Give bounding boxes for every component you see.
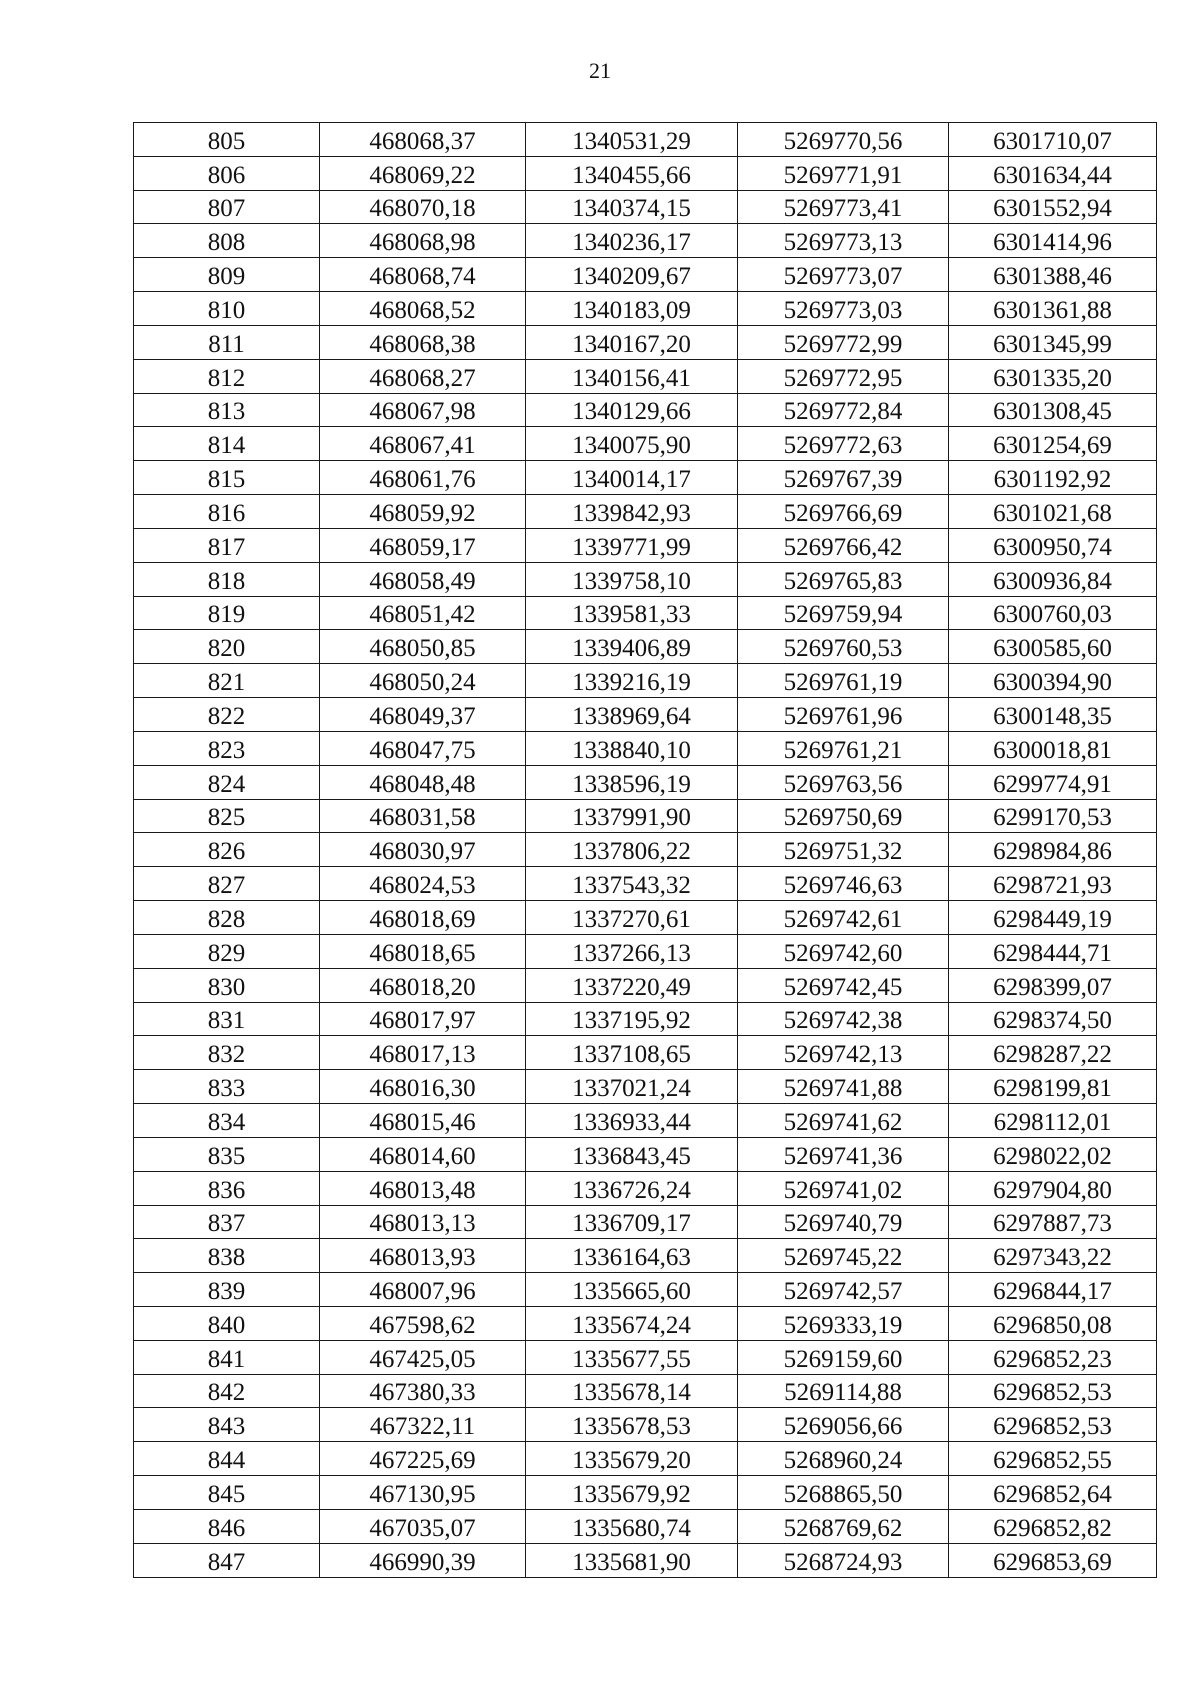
point-number-cell: 818 bbox=[134, 562, 320, 596]
point-number-cell: 827 bbox=[134, 867, 320, 901]
coord-a-cell: 468069,22 bbox=[320, 156, 526, 190]
coord-a-cell: 468059,92 bbox=[320, 495, 526, 529]
coord-a-cell: 468018,20 bbox=[320, 968, 526, 1002]
coord-a-cell: 468068,74 bbox=[320, 258, 526, 292]
coord-a-cell: 468018,65 bbox=[320, 934, 526, 968]
coord-c-cell: 5269760,53 bbox=[738, 630, 949, 664]
coord-a-cell: 468047,75 bbox=[320, 731, 526, 765]
coord-a-cell: 467130,95 bbox=[320, 1476, 526, 1510]
point-number-cell: 808 bbox=[134, 224, 320, 258]
coord-d-cell: 6300760,03 bbox=[949, 596, 1157, 630]
coord-a-cell: 466990,39 bbox=[320, 1543, 526, 1577]
coord-b-cell: 1336164,63 bbox=[526, 1239, 738, 1273]
coord-b-cell: 1336709,17 bbox=[526, 1205, 738, 1239]
coord-c-cell: 5269773,03 bbox=[738, 292, 949, 326]
table-row bbox=[134, 968, 1157, 1002]
coord-b-cell: 1340531,29 bbox=[526, 123, 738, 157]
coord-c-cell: 5269742,61 bbox=[738, 901, 949, 935]
coord-b-cell: 1339216,19 bbox=[526, 664, 738, 698]
point-number-cell: 831 bbox=[134, 1002, 320, 1036]
coord-a-cell: 468016,30 bbox=[320, 1070, 526, 1104]
point-number-cell: 829 bbox=[134, 934, 320, 968]
coord-d-cell: 6298199,81 bbox=[949, 1070, 1157, 1104]
coord-b-cell: 1340167,20 bbox=[526, 325, 738, 359]
coord-b-cell: 1340374,15 bbox=[526, 190, 738, 224]
coord-d-cell: 6298022,02 bbox=[949, 1137, 1157, 1171]
coord-a-cell: 468068,38 bbox=[320, 325, 526, 359]
coord-d-cell: 6296852,55 bbox=[949, 1442, 1157, 1476]
point-number-cell: 837 bbox=[134, 1205, 320, 1239]
table-row bbox=[134, 190, 1157, 224]
coord-b-cell: 1337220,49 bbox=[526, 968, 738, 1002]
point-number-cell: 823 bbox=[134, 731, 320, 765]
point-number-cell: 811 bbox=[134, 325, 320, 359]
coord-c-cell: 5269765,83 bbox=[738, 562, 949, 596]
table-row bbox=[134, 1205, 1157, 1239]
point-number-cell: 838 bbox=[134, 1239, 320, 1273]
coord-d-cell: 6298444,71 bbox=[949, 934, 1157, 968]
coord-c-cell: 5269745,22 bbox=[738, 1239, 949, 1273]
point-number-cell: 832 bbox=[134, 1036, 320, 1070]
table-row bbox=[134, 1171, 1157, 1205]
coord-b-cell: 1340236,17 bbox=[526, 224, 738, 258]
coord-a-cell: 468050,24 bbox=[320, 664, 526, 698]
point-number-cell: 814 bbox=[134, 427, 320, 461]
coord-d-cell: 6301552,94 bbox=[949, 190, 1157, 224]
coord-b-cell: 1337266,13 bbox=[526, 934, 738, 968]
point-number-cell: 843 bbox=[134, 1408, 320, 1442]
table-row bbox=[134, 1002, 1157, 1036]
coord-d-cell: 6298449,19 bbox=[949, 901, 1157, 935]
coord-b-cell: 1339842,93 bbox=[526, 495, 738, 529]
coord-a-cell: 467225,69 bbox=[320, 1442, 526, 1476]
coord-a-cell: 468015,46 bbox=[320, 1104, 526, 1138]
point-number-cell: 809 bbox=[134, 258, 320, 292]
coord-a-cell: 468068,98 bbox=[320, 224, 526, 258]
coord-b-cell: 1340014,17 bbox=[526, 461, 738, 495]
coord-d-cell: 6301335,20 bbox=[949, 359, 1157, 393]
table-row bbox=[134, 867, 1157, 901]
coord-d-cell: 6296852,23 bbox=[949, 1340, 1157, 1374]
table-row bbox=[134, 664, 1157, 698]
table-row bbox=[134, 292, 1157, 326]
point-number-cell: 824 bbox=[134, 765, 320, 799]
coord-b-cell: 1340455,66 bbox=[526, 156, 738, 190]
coord-c-cell: 5269114,88 bbox=[738, 1374, 949, 1408]
coord-a-cell: 468068,37 bbox=[320, 123, 526, 157]
coord-b-cell: 1339581,33 bbox=[526, 596, 738, 630]
coord-d-cell: 6299170,53 bbox=[949, 799, 1157, 833]
coord-c-cell: 5269766,42 bbox=[738, 528, 949, 562]
coord-a-cell: 468030,97 bbox=[320, 833, 526, 867]
coord-c-cell: 5269741,62 bbox=[738, 1104, 949, 1138]
coord-c-cell: 5269742,45 bbox=[738, 968, 949, 1002]
point-number-cell: 830 bbox=[134, 968, 320, 1002]
coord-c-cell: 5269772,63 bbox=[738, 427, 949, 461]
coord-d-cell: 6297343,22 bbox=[949, 1239, 1157, 1273]
table-row bbox=[134, 359, 1157, 393]
coord-b-cell: 1336726,24 bbox=[526, 1171, 738, 1205]
coord-c-cell: 5269741,88 bbox=[738, 1070, 949, 1104]
coord-a-cell: 468024,53 bbox=[320, 867, 526, 901]
table-row bbox=[134, 934, 1157, 968]
coordinates-table-body bbox=[134, 123, 1157, 1578]
coord-b-cell: 1340129,66 bbox=[526, 393, 738, 427]
coord-d-cell: 6296844,17 bbox=[949, 1273, 1157, 1307]
coord-c-cell: 5269740,79 bbox=[738, 1205, 949, 1239]
coordinates-table bbox=[133, 122, 1157, 1578]
coord-b-cell: 1339771,99 bbox=[526, 528, 738, 562]
coord-d-cell: 6296852,82 bbox=[949, 1509, 1157, 1543]
table-row bbox=[134, 901, 1157, 935]
point-number-cell: 844 bbox=[134, 1442, 320, 1476]
coord-c-cell: 5269751,32 bbox=[738, 833, 949, 867]
point-number-cell: 807 bbox=[134, 190, 320, 224]
coord-c-cell: 5269741,36 bbox=[738, 1137, 949, 1171]
table-row bbox=[134, 1306, 1157, 1340]
point-number-cell: 820 bbox=[134, 630, 320, 664]
coord-b-cell: 1338840,10 bbox=[526, 731, 738, 765]
coord-c-cell: 5269333,19 bbox=[738, 1306, 949, 1340]
table-row bbox=[134, 833, 1157, 867]
coord-c-cell: 5269741,02 bbox=[738, 1171, 949, 1205]
coord-b-cell: 1340183,09 bbox=[526, 292, 738, 326]
coord-c-cell: 5268960,24 bbox=[738, 1442, 949, 1476]
coord-c-cell: 5269772,99 bbox=[738, 325, 949, 359]
table-row bbox=[134, 1137, 1157, 1171]
coord-c-cell: 5269763,56 bbox=[738, 765, 949, 799]
coord-d-cell: 6301634,44 bbox=[949, 156, 1157, 190]
point-number-cell: 845 bbox=[134, 1476, 320, 1510]
coord-d-cell: 6301021,68 bbox=[949, 495, 1157, 529]
coord-b-cell: 1337108,65 bbox=[526, 1036, 738, 1070]
point-number-cell: 822 bbox=[134, 698, 320, 732]
coord-a-cell: 467425,05 bbox=[320, 1340, 526, 1374]
table-row bbox=[134, 562, 1157, 596]
coord-a-cell: 468017,13 bbox=[320, 1036, 526, 1070]
coord-c-cell: 5269761,96 bbox=[738, 698, 949, 732]
coord-d-cell: 6300394,90 bbox=[949, 664, 1157, 698]
coord-a-cell: 468049,37 bbox=[320, 698, 526, 732]
coord-c-cell: 5269742,57 bbox=[738, 1273, 949, 1307]
point-number-cell: 839 bbox=[134, 1273, 320, 1307]
point-number-cell: 833 bbox=[134, 1070, 320, 1104]
point-number-cell: 815 bbox=[134, 461, 320, 495]
coord-b-cell: 1338596,19 bbox=[526, 765, 738, 799]
coord-b-cell: 1340075,90 bbox=[526, 427, 738, 461]
coord-c-cell: 5269773,41 bbox=[738, 190, 949, 224]
coord-b-cell: 1337806,22 bbox=[526, 833, 738, 867]
point-number-cell: 834 bbox=[134, 1104, 320, 1138]
table-row bbox=[134, 258, 1157, 292]
coord-b-cell: 1335679,92 bbox=[526, 1476, 738, 1510]
coord-c-cell: 5269772,95 bbox=[738, 359, 949, 393]
table-row bbox=[134, 1442, 1157, 1476]
coord-d-cell: 6301361,88 bbox=[949, 292, 1157, 326]
coord-d-cell: 6296852,64 bbox=[949, 1476, 1157, 1510]
table-row bbox=[134, 799, 1157, 833]
coord-a-cell: 468070,18 bbox=[320, 190, 526, 224]
table-row bbox=[134, 1509, 1157, 1543]
coord-b-cell: 1337270,61 bbox=[526, 901, 738, 935]
coord-a-cell: 468068,52 bbox=[320, 292, 526, 326]
table-row bbox=[134, 731, 1157, 765]
coord-a-cell: 468013,13 bbox=[320, 1205, 526, 1239]
coord-c-cell: 5269750,69 bbox=[738, 799, 949, 833]
coord-a-cell: 468014,60 bbox=[320, 1137, 526, 1171]
table-row bbox=[134, 596, 1157, 630]
coord-b-cell: 1336933,44 bbox=[526, 1104, 738, 1138]
table-row bbox=[134, 698, 1157, 732]
point-number-cell: 805 bbox=[134, 123, 320, 157]
coord-d-cell: 6298374,50 bbox=[949, 1002, 1157, 1036]
coord-b-cell: 1335680,74 bbox=[526, 1509, 738, 1543]
coord-b-cell: 1335677,55 bbox=[526, 1340, 738, 1374]
coord-c-cell: 5269742,60 bbox=[738, 934, 949, 968]
coord-a-cell: 468050,85 bbox=[320, 630, 526, 664]
coord-c-cell: 5269746,63 bbox=[738, 867, 949, 901]
point-number-cell: 821 bbox=[134, 664, 320, 698]
coord-c-cell: 5269771,91 bbox=[738, 156, 949, 190]
coord-d-cell: 6300148,35 bbox=[949, 698, 1157, 732]
coord-c-cell: 5268865,50 bbox=[738, 1476, 949, 1510]
point-number-cell: 819 bbox=[134, 596, 320, 630]
point-number-cell: 846 bbox=[134, 1509, 320, 1543]
coord-c-cell: 5269773,13 bbox=[738, 224, 949, 258]
table-row bbox=[134, 123, 1157, 157]
coord-d-cell: 6301345,99 bbox=[949, 325, 1157, 359]
coord-b-cell: 1340209,67 bbox=[526, 258, 738, 292]
coord-c-cell: 5269759,94 bbox=[738, 596, 949, 630]
coord-d-cell: 6301192,92 bbox=[949, 461, 1157, 495]
coord-a-cell: 468067,41 bbox=[320, 427, 526, 461]
coord-a-cell: 467598,62 bbox=[320, 1306, 526, 1340]
coord-c-cell: 5269773,07 bbox=[738, 258, 949, 292]
coord-d-cell: 6298399,07 bbox=[949, 968, 1157, 1002]
coord-a-cell: 468048,48 bbox=[320, 765, 526, 799]
table-row bbox=[134, 1273, 1157, 1307]
coord-c-cell: 5269056,66 bbox=[738, 1408, 949, 1442]
point-number-cell: 812 bbox=[134, 359, 320, 393]
coord-b-cell: 1337991,90 bbox=[526, 799, 738, 833]
point-number-cell: 825 bbox=[134, 799, 320, 833]
coord-b-cell: 1339758,10 bbox=[526, 562, 738, 596]
coord-d-cell: 6300585,60 bbox=[949, 630, 1157, 664]
coord-b-cell: 1338969,64 bbox=[526, 698, 738, 732]
coord-c-cell: 5269742,38 bbox=[738, 1002, 949, 1036]
point-number-cell: 816 bbox=[134, 495, 320, 529]
coord-d-cell: 6298984,86 bbox=[949, 833, 1157, 867]
coord-d-cell: 6298721,93 bbox=[949, 867, 1157, 901]
coord-b-cell: 1337195,92 bbox=[526, 1002, 738, 1036]
table-row bbox=[134, 461, 1157, 495]
coord-c-cell: 5269766,69 bbox=[738, 495, 949, 529]
coord-d-cell: 6296852,53 bbox=[949, 1408, 1157, 1442]
coord-a-cell: 468058,49 bbox=[320, 562, 526, 596]
coord-d-cell: 6296852,53 bbox=[949, 1374, 1157, 1408]
coord-c-cell: 5268724,93 bbox=[738, 1543, 949, 1577]
point-number-cell: 847 bbox=[134, 1543, 320, 1577]
coord-c-cell: 5269761,19 bbox=[738, 664, 949, 698]
point-number-cell: 842 bbox=[134, 1374, 320, 1408]
coord-d-cell: 6299774,91 bbox=[949, 765, 1157, 799]
coord-d-cell: 6300950,74 bbox=[949, 528, 1157, 562]
table-row bbox=[134, 765, 1157, 799]
point-number-cell: 836 bbox=[134, 1171, 320, 1205]
coord-b-cell: 1337543,32 bbox=[526, 867, 738, 901]
coord-a-cell: 467322,11 bbox=[320, 1408, 526, 1442]
coord-a-cell: 468007,96 bbox=[320, 1273, 526, 1307]
coord-d-cell: 6301710,07 bbox=[949, 123, 1157, 157]
coord-a-cell: 468068,27 bbox=[320, 359, 526, 393]
coord-d-cell: 6301308,45 bbox=[949, 393, 1157, 427]
coord-d-cell: 6300018,81 bbox=[949, 731, 1157, 765]
table-row bbox=[134, 393, 1157, 427]
coord-a-cell: 468051,42 bbox=[320, 596, 526, 630]
coord-a-cell: 468018,69 bbox=[320, 901, 526, 935]
table-row bbox=[134, 1239, 1157, 1273]
table-row bbox=[134, 495, 1157, 529]
table-row bbox=[134, 1374, 1157, 1408]
point-number-cell: 810 bbox=[134, 292, 320, 326]
coord-b-cell: 1335665,60 bbox=[526, 1273, 738, 1307]
coord-b-cell: 1336843,45 bbox=[526, 1137, 738, 1171]
coord-d-cell: 6298112,01 bbox=[949, 1104, 1157, 1138]
table-row bbox=[134, 1070, 1157, 1104]
coord-a-cell: 468031,58 bbox=[320, 799, 526, 833]
coord-b-cell: 1335678,53 bbox=[526, 1408, 738, 1442]
coord-a-cell: 468013,93 bbox=[320, 1239, 526, 1273]
coord-d-cell: 6297904,80 bbox=[949, 1171, 1157, 1205]
coord-c-cell: 5269767,39 bbox=[738, 461, 949, 495]
coord-c-cell: 5269742,13 bbox=[738, 1036, 949, 1070]
coord-b-cell: 1340156,41 bbox=[526, 359, 738, 393]
coord-b-cell: 1339406,89 bbox=[526, 630, 738, 664]
table-row bbox=[134, 1340, 1157, 1374]
coord-d-cell: 6301388,46 bbox=[949, 258, 1157, 292]
point-number-cell: 835 bbox=[134, 1137, 320, 1171]
coord-b-cell: 1335681,90 bbox=[526, 1543, 738, 1577]
coord-c-cell: 5269772,84 bbox=[738, 393, 949, 427]
coord-a-cell: 467380,33 bbox=[320, 1374, 526, 1408]
coord-a-cell: 467035,07 bbox=[320, 1509, 526, 1543]
coord-b-cell: 1335679,20 bbox=[526, 1442, 738, 1476]
coord-d-cell: 6296853,69 bbox=[949, 1543, 1157, 1577]
point-number-cell: 817 bbox=[134, 528, 320, 562]
coord-c-cell: 5269761,21 bbox=[738, 731, 949, 765]
table-row bbox=[134, 1408, 1157, 1442]
point-number-cell: 840 bbox=[134, 1306, 320, 1340]
coord-b-cell: 1337021,24 bbox=[526, 1070, 738, 1104]
table-row bbox=[134, 1104, 1157, 1138]
table-row bbox=[134, 630, 1157, 664]
table-row bbox=[134, 156, 1157, 190]
coord-d-cell: 6297887,73 bbox=[949, 1205, 1157, 1239]
table-row bbox=[134, 427, 1157, 461]
coord-a-cell: 468017,97 bbox=[320, 1002, 526, 1036]
coord-d-cell: 6296850,08 bbox=[949, 1306, 1157, 1340]
table-row bbox=[134, 1036, 1157, 1070]
table-row bbox=[134, 1476, 1157, 1510]
point-number-cell: 813 bbox=[134, 393, 320, 427]
point-number-cell: 828 bbox=[134, 901, 320, 935]
point-number-cell: 806 bbox=[134, 156, 320, 190]
coord-b-cell: 1335674,24 bbox=[526, 1306, 738, 1340]
coord-d-cell: 6301414,96 bbox=[949, 224, 1157, 258]
coord-c-cell: 5268769,62 bbox=[738, 1509, 949, 1543]
page-number: 21 bbox=[589, 58, 611, 83]
point-number-cell: 841 bbox=[134, 1340, 320, 1374]
table-row bbox=[134, 325, 1157, 359]
coord-b-cell: 1335678,14 bbox=[526, 1374, 738, 1408]
table-row bbox=[134, 224, 1157, 258]
coord-d-cell: 6301254,69 bbox=[949, 427, 1157, 461]
coord-d-cell: 6298287,22 bbox=[949, 1036, 1157, 1070]
coord-d-cell: 6300936,84 bbox=[949, 562, 1157, 596]
coord-c-cell: 5269770,56 bbox=[738, 123, 949, 157]
coord-a-cell: 468013,48 bbox=[320, 1171, 526, 1205]
coord-a-cell: 468059,17 bbox=[320, 528, 526, 562]
table-row bbox=[134, 528, 1157, 562]
table-row bbox=[134, 1543, 1157, 1577]
coord-a-cell: 468061,76 bbox=[320, 461, 526, 495]
coord-c-cell: 5269159,60 bbox=[738, 1340, 949, 1374]
coord-a-cell: 468067,98 bbox=[320, 393, 526, 427]
point-number-cell: 826 bbox=[134, 833, 320, 867]
